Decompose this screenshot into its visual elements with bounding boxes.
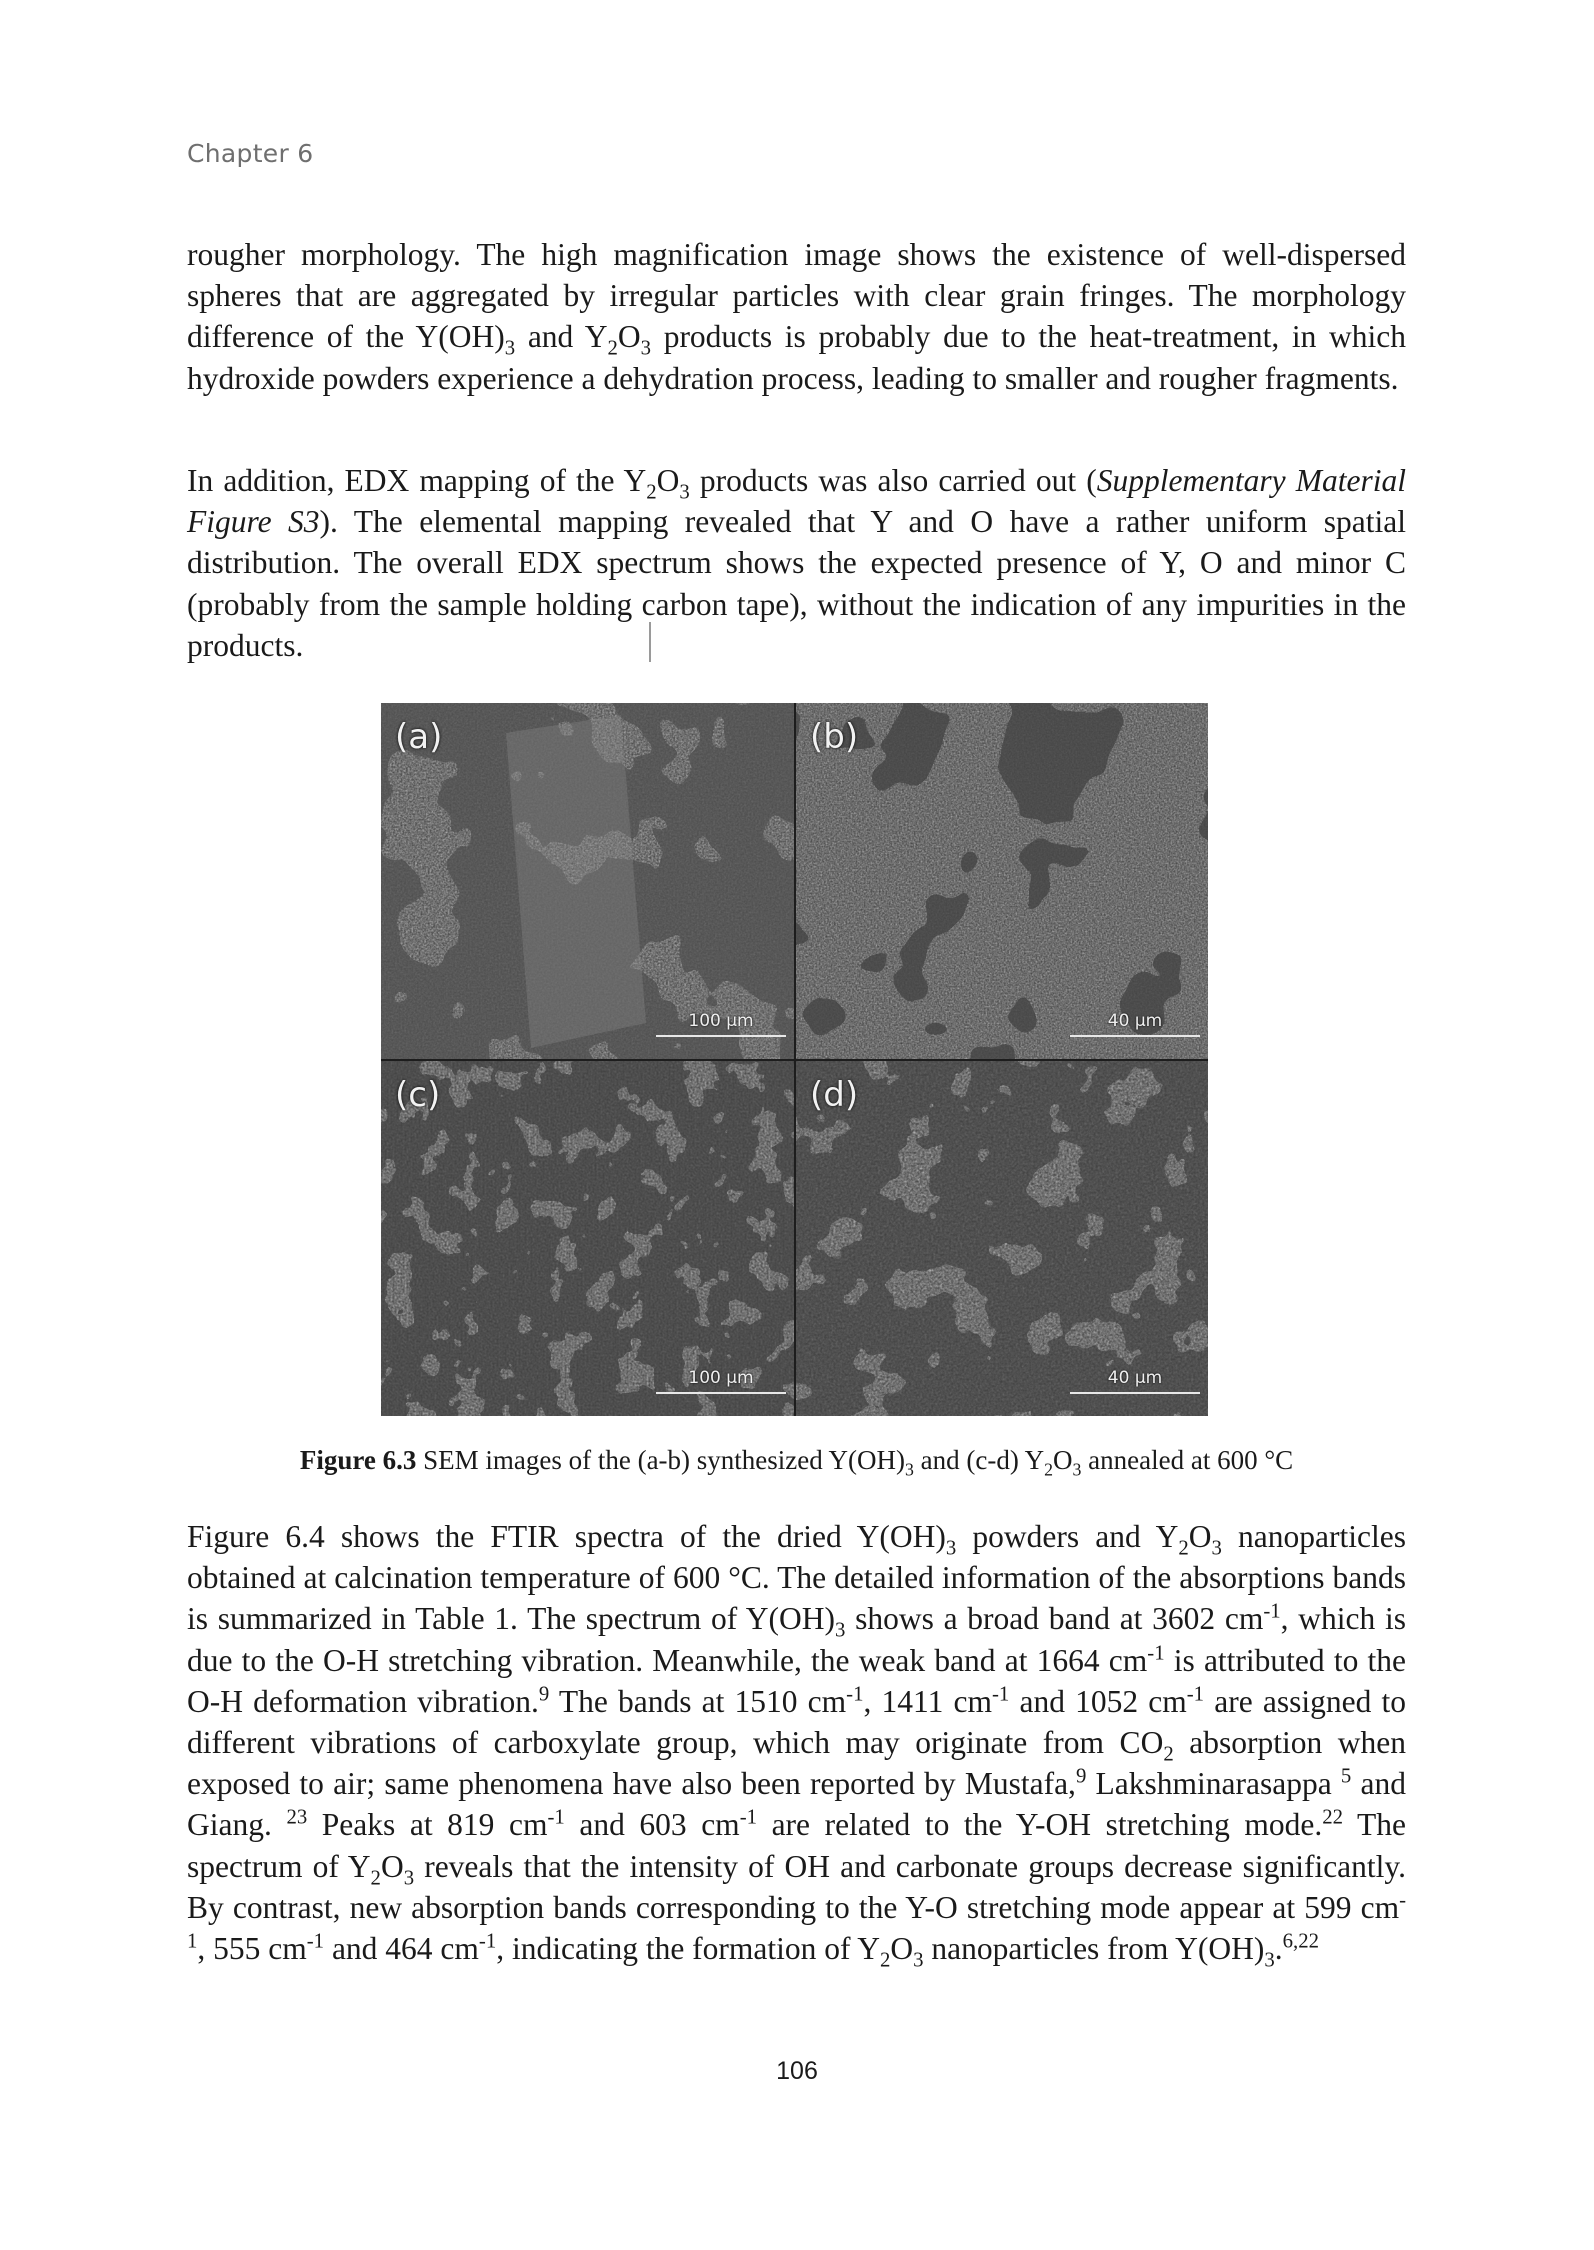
figure-caption — [187, 1445, 1406, 1480]
text-run: O — [890, 1931, 914, 1967]
text-run: and (c-d) Y — [913, 1445, 1045, 1475]
text-run: 5 — [1340, 1764, 1352, 1788]
text-run: and Giang. — [187, 1766, 1407, 1843]
text-run: and Y — [515, 319, 608, 355]
text-run: 2 — [1163, 1742, 1174, 1766]
text-run: The bands at 1510 cm — [549, 1683, 847, 1719]
text-run: shows a broad band at 3602 cm — [845, 1601, 1264, 1637]
text-run: -1 — [306, 1929, 325, 1953]
text-run: Peaks at 819 cm — [307, 1807, 548, 1843]
text-run: 3 — [904, 1459, 914, 1480]
text-run: -1 — [547, 1805, 565, 1829]
text-run: products is probably due to the heat-treatment, in which hydroxide powders experience a dehydration process, leading to smaller and rougher fragments. — [187, 319, 1406, 396]
text-run: 2 — [646, 480, 657, 504]
text-run: O — [1188, 1519, 1212, 1554]
sem-panel-c — [381, 1061, 794, 1416]
body-paragraph-3 — [187, 1516, 1407, 1972]
text-run: Figure 6.4 shows the FTIR spectra of the dried Y(OH) — [187, 1519, 946, 1554]
text-run: 3 — [403, 1865, 415, 1889]
text-run: nanoparticles obtained at calcination temperature of 600 °C. The detailed information of the absorptions bands is summarized in Table 1. The spectrum of Y(OH) — [187, 1519, 1406, 1637]
scale-bar-line — [1070, 1035, 1200, 1037]
text-run: 3 — [640, 336, 652, 360]
scale-bar — [656, 1011, 786, 1037]
text-run: and 1052 cm — [1009, 1683, 1187, 1719]
text-run: -1 — [478, 1929, 497, 1953]
text-run: . — [1274, 1931, 1283, 1967]
body-paragraph-2 — [187, 460, 1406, 666]
text-run: -1 — [739, 1805, 757, 1829]
panel-label: (d) — [810, 1075, 859, 1115]
text-cursor-mark — [649, 622, 651, 662]
running-head: Chapter 6 — [187, 139, 314, 168]
scale-bar-label: 40 µm — [1107, 1011, 1163, 1031]
scale-bar-line — [1070, 1392, 1200, 1394]
text-run: 6,22 — [1282, 1929, 1319, 1953]
sem-panel-b — [796, 703, 1208, 1059]
text-run: O — [617, 319, 641, 355]
text-run: , indicating the formation of Y — [496, 1931, 880, 1967]
sem-panel-d — [796, 1061, 1208, 1416]
text-run: 3 — [1264, 1948, 1275, 1972]
text-run: 2 — [607, 336, 618, 360]
text-run: 3 — [679, 480, 690, 504]
text-run: reveals that the intensity of OH and carbonate groups decrease significantly. By contrast, new absorption bands corresponding to the Y-O stretching mode appear at 599 cm — [187, 1848, 1406, 1925]
text-run: The spectrum of Y — [187, 1807, 1407, 1884]
text-run: O — [656, 463, 680, 498]
text-run: In addition, EDX mapping of the Y — [187, 463, 647, 498]
text-run: 2 — [370, 1865, 381, 1889]
text-run: 22 — [1322, 1805, 1344, 1829]
text-run: 9 — [1075, 1764, 1087, 1788]
scale-bar-line — [656, 1392, 786, 1394]
text-run: O — [380, 1848, 404, 1884]
text-run: and 603 cm — [564, 1807, 740, 1843]
text-run: Supplementary Material Figure S3 — [187, 463, 1406, 540]
panel-label: (a) — [395, 717, 443, 757]
text-run: is attributed to the O-H deformation vibration. — [187, 1642, 1406, 1719]
text-run: , 555 cm — [197, 1931, 307, 1967]
text-run: Lakshminarasappa — [1086, 1766, 1341, 1802]
text-run: 3 — [945, 1536, 957, 1560]
text-run: are related to the Y-OH stretching mode. — [757, 1807, 1323, 1843]
text-run: 3 — [504, 336, 516, 360]
text-run: nanoparticles from Y(OH) — [923, 1931, 1265, 1967]
text-run: 2 — [879, 1948, 891, 1972]
body-paragraph-1 — [187, 234, 1406, 399]
text-run: ). The elemental mapping revealed that Y and O have a rather uniform spatial distribution. The overall EDX spectrum shows the expected presence of Y, O and minor C (probably from the sample holding carbon tape), without the indication of any impurities in the products. — [187, 504, 1406, 663]
text-run: -1 — [187, 1888, 1406, 1953]
text-run: -1 — [992, 1682, 1010, 1706]
text-run: , which is due to the O-H stretching vibration. Meanwhile, the weak band at 1664 cm — [187, 1601, 1406, 1678]
page-number: 106 — [776, 2057, 818, 2085]
text-run: SEM images of the (a-b) synthesized Y(OH) — [416, 1445, 905, 1475]
text-run: 3 — [913, 1948, 924, 1972]
text-run: 2 — [1044, 1459, 1053, 1480]
text-run: absorption when exposed to air; same phenomena have also been reported by Mustafa, — [187, 1725, 1406, 1802]
text-run: 3 — [834, 1618, 846, 1642]
scale-bar — [656, 1368, 786, 1394]
text-run: Figure 6.3 — [299, 1445, 417, 1475]
text-run: -1 — [1147, 1641, 1165, 1665]
text-run: O — [1053, 1445, 1073, 1475]
scale-bar — [1070, 1368, 1200, 1394]
sem-panel-a — [381, 703, 794, 1059]
text-run: -1 — [1263, 1599, 1281, 1623]
text-run: 23 — [286, 1805, 308, 1829]
text-run: -1 — [846, 1682, 864, 1706]
text-run: -1 — [1186, 1682, 1205, 1706]
sem-texture-c — [381, 1061, 794, 1416]
text-run: and 464 cm — [324, 1931, 479, 1967]
sem-texture-a — [381, 703, 794, 1059]
text-run: annealed at 600 °C — [1081, 1445, 1294, 1475]
sem-figure — [381, 703, 1208, 1416]
text-run: , 1411 cm — [863, 1683, 992, 1719]
panel-label: (b) — [810, 717, 859, 757]
scale-bar-label: 100 µm — [688, 1011, 754, 1031]
text-run: are assigned to different vibrations of carboxylate group, which may originate from CO — [187, 1683, 1406, 1761]
scale-bar-label: 40 µm — [1107, 1368, 1163, 1388]
scale-bar-label: 100 µm — [688, 1368, 754, 1388]
scale-bar — [1070, 1011, 1200, 1037]
text-run: 2 — [1178, 1536, 1189, 1560]
text-run: 3 — [1211, 1536, 1222, 1560]
text-run: powders and Y — [956, 1519, 1179, 1554]
text-run: products was also carried out ( — [689, 463, 1097, 498]
text-run: rougher morphology. The high magnification image shows the existence of well-dispersed spheres that are aggregated by irregular particles with clear grain fringes. The morphology difference of the Y(OH) — [187, 237, 1406, 355]
panel-label: (c) — [395, 1075, 441, 1115]
text-run: 3 — [1072, 1459, 1082, 1480]
text-run: 9 — [538, 1682, 550, 1706]
scale-bar-line — [656, 1035, 786, 1037]
